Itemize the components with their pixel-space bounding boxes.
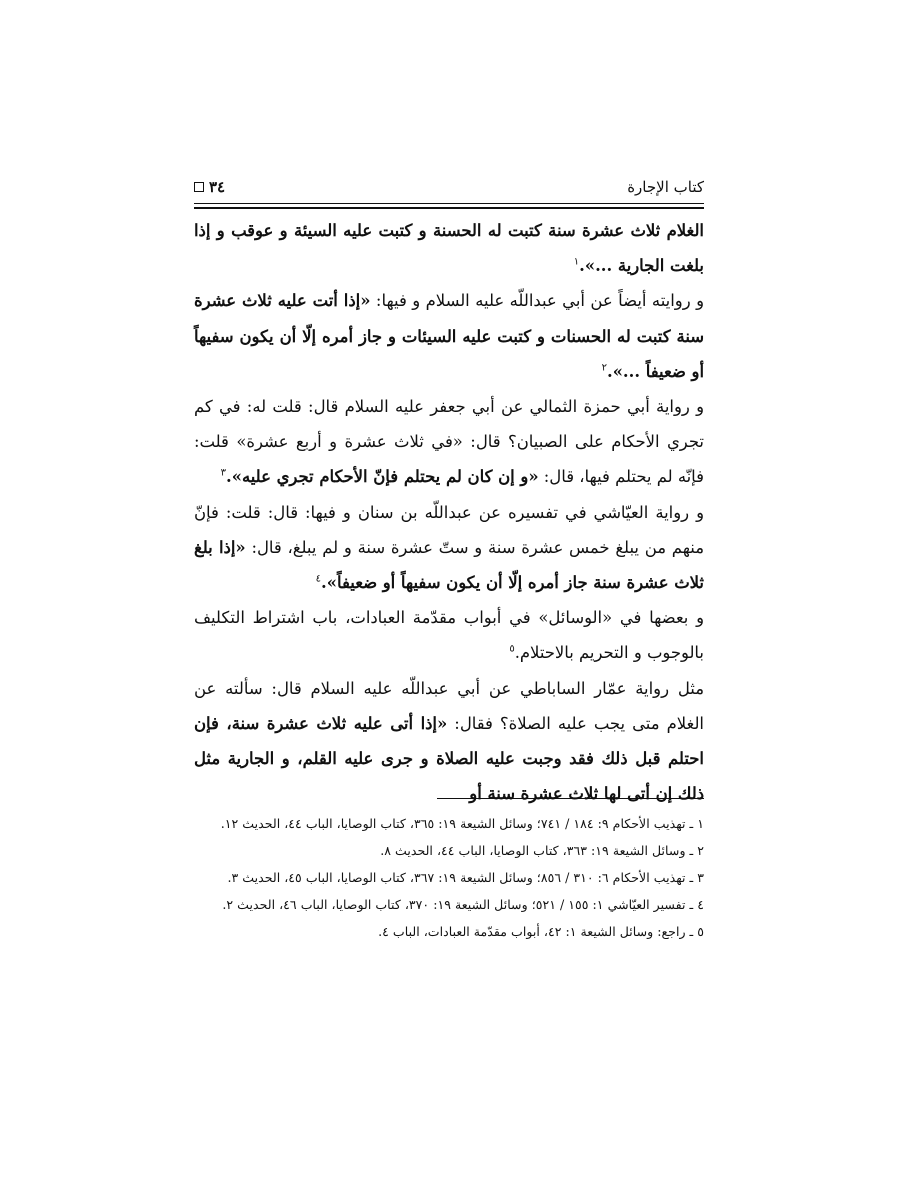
quoted-hadith-text: «إذا أتى عليه ثلاث عشرة سنة، فإن احتلم قبل ذلك فقد وجبت عليه الصلاة و جرى عليه القلم، و الجارية مثل ذلك إن أتى لها ثلاث عشرة سنة أو bbox=[194, 713, 704, 804]
footnote-marker: ٥ bbox=[509, 643, 515, 655]
paragraph bbox=[194, 600, 704, 670]
footnote-separator bbox=[437, 798, 704, 799]
paragraph-text: و بعضها في «الوسائل» في أبواب مقدّمة العبادات، باب اشتراط التكليف بالوجوب و التحريم بالاحتلام. bbox=[194, 608, 704, 663]
footnote-marker: ٢ bbox=[601, 362, 607, 374]
footnote: ٤ ـ تفسير العيّاشي ١: ١٥٥ / ٥٢١؛ وسائل الشيعة ١٩: ٣٧٠، كتاب الوصايا، الباب ٤٦، الحديث ٢. bbox=[222, 897, 704, 912]
paragraph-text: مثل رواية عمّار الساباطي عن أبي عبداللّه عليه السلام قال: سألته عن الغلام متى يجب عليه الصلاة؟ فقال: bbox=[194, 678, 704, 733]
footnote-marker: ٤ bbox=[315, 573, 322, 585]
square-bullet-icon bbox=[194, 182, 204, 192]
page-number-group bbox=[194, 178, 225, 196]
paragraph-text: و روايته أيضاً عن أبي عبداللّه عليه السلام و فيها: bbox=[370, 291, 704, 311]
paragraph bbox=[194, 671, 704, 812]
header-rule-thin bbox=[194, 203, 704, 204]
running-header bbox=[194, 174, 704, 200]
quoted-hadith-text: الغلام ثلاث عشرة سنة كتبت له الحسنة و كتبت عليه السيئة و عوقب و إذا بلغت الجارية ...». bbox=[194, 221, 704, 276]
quoted-hadith-text: «و إن كان لم يحتلم فإنّ الأحكام تجري عليه». bbox=[226, 467, 539, 487]
header-rule-thick bbox=[194, 207, 704, 209]
footnote-marker: ٣ bbox=[220, 467, 226, 479]
footnote: ١ ـ تهذيب الأحكام ٩: ١٨٤ / ٧٤١؛ وسائل الشيعة ١٩: ٣٦٥، كتاب الوصايا، الباب ٤٤، الحديث ١٢. bbox=[220, 816, 704, 831]
footnote-marker: ١ bbox=[573, 256, 580, 268]
paragraph bbox=[194, 213, 704, 283]
footnote: ٥ ـ راجع: وسائل الشيعة ١: ٤٢، أبواب مقدّمة العبادات، الباب ٤. bbox=[378, 924, 704, 939]
paragraph bbox=[194, 495, 704, 601]
page-number: ٣٤ bbox=[209, 178, 226, 196]
paragraph bbox=[194, 389, 704, 495]
footnote: ٢ ـ وسائل الشيعة ١٩: ٣٦٣، كتاب الوصايا، الباب ٤٤، الحديث ٨. bbox=[380, 843, 704, 858]
quoted-hadith-text: «إذا أتت عليه ثلاث عشرة سنة كتبت له الحسنات و كتبت عليه السيئات و جاز أمره إلّا أن يكون سفيهاً أو ضعيفاً ...». bbox=[194, 291, 704, 381]
paragraph-text: و رواية أبي حمزة الثمالي عن أبي جعفر عليه السلام قال: قلت له: في كم تجري الأحكام على الصبيان؟ قال: «في ثلاث عشرة و أربع عشرة» قلت: فإنّه لم يحتلم فيها، قال: bbox=[194, 397, 704, 487]
book-title: كتاب الإجارة bbox=[627, 178, 704, 196]
paragraph bbox=[194, 283, 704, 389]
footnote: ٣ ـ تهذيب الأحكام ٦: ٣١٠ / ٨٥٦؛ وسائل الشيعة ١٩: ٣٦٧، كتاب الوصايا، الباب ٤٥، الحديث ٣. bbox=[227, 870, 704, 885]
body-text bbox=[194, 213, 704, 811]
paragraph-text: و رواية العيّاشي في تفسيره عن عبداللّه بن سنان و فيها: قال: قلت: فإنّ منهم من يبلغ خمس عشرة سنة و ستّ عشرة سنة و لم يبلغ، قال: bbox=[194, 502, 704, 557]
quoted-hadith-text: «إذا بلغ ثلاث عشرة سنة جاز أمره إلّا أن يكون سفيهاً أو ضعيفاً». bbox=[194, 537, 704, 593]
footnotes bbox=[194, 810, 704, 945]
